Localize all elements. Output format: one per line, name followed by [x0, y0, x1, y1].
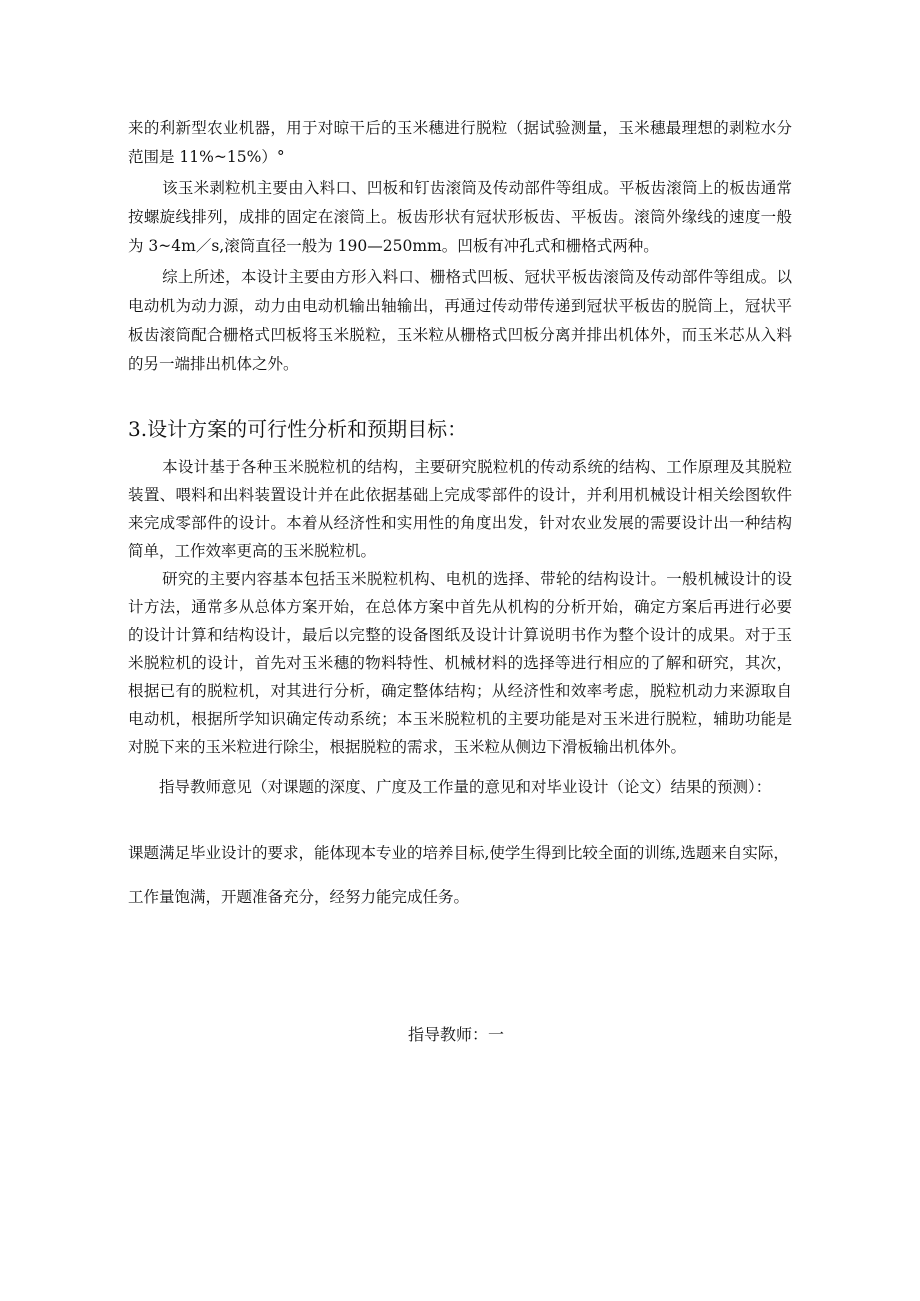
paragraph-design-summary: 综上所述，本设计主要由方形入料口、栅格式凹板、冠状平板齿滚筒及传动部件等组成。以电动机为动力源，动力由电动机输出轴输出，再通过传动带传递到冠状平板齿的脱筒上，冠状平板齿滚筒配合栅格式凹板将玉米脱粒，玉米粒从栅格式凹板分离并排出机体外，而玉米芯从入料的另一端排出机体之外。 [128, 268, 792, 373]
advisor-opinion-prompt: 指导教师意见（对课题的深度、广度及工作量的意见和对毕业设计（论文）结果的预测）： [159, 778, 772, 796]
paragraph-feasibility: 本设计基于各种玉米脱粒机的结构，主要研究脱粒机的传动系统的结构、工作原理及其脱粒装置、喂料和出料装置设计并在此依据基础上完成零部件的设计，并利用机械设计相关绘图软件来完成零部件的设计。本着从经济性和实用性的角度出发，针对农业发展的需要设计出一种结构简单，工作效率更高的玉米脱粒机。 [128, 458, 792, 560]
section-3-heading: 3.设计方案的可行性分析和预期目标： [128, 417, 468, 441]
advisor-comment: 课题满足毕业设计的要求，能体现本专业的培养目标,使学生得到比较全面的训练,选题来自实际，工作量饱满，开题准备充分，经努力能完成任务。 [128, 844, 789, 906]
paragraph-machine-structure: 该玉米剥粒机主要由入料口、凹板和钉齿滚筒及传动部件等组成。平板齿滚筒上的板齿通常按螺旋线排列，成排的固定在滚筒上。板齿形状有冠状形板齿、平板齿。滚筒外缘线的速度一般为 3~4m／s,滚筒直径一般为 190—250mm。凹板有冲孔式和栅格式两种。 [128, 179, 792, 255]
paragraph-intro-continuation: 来的利新型农业机器，用于对晾干后的玉米穗进行脱粒（据试验测量，玉米穗最理想的剥粒水分范围是 11%~15%）° [128, 119, 792, 166]
advisor-signature: 指导教师：一 [408, 1025, 505, 1044]
paragraph-research-content: 研究的主要内容基本包括玉米脱粒机构、电机的选择、带轮的结构设计。一般机械设计的设计方法，通常多从总体方案开始，在总体方案中首先从机构的分析开始，确定方案后再进行必要的设计计算和结构设计，最后以完整的设备图纸及设计计算说明书作为整个设计的成果。对于玉米脱粒机的设计，首先对玉米穗的物料特性、机械材料的选择等进行相应的了解和研究，其次，根据已有的脱粒机，对其进行分析，确定整体结构；从经济性和效率考虑，脱粒机动力来源取自电动机，根据所学知识确定传动系统；本玉米脱粒机的主要功能是对玉米进行脱粒，辅助功能是对脱下来的玉米粒进行除尘，根据脱粒的需求，玉米粒从侧边下滑板输出机体外。 [128, 570, 792, 756]
